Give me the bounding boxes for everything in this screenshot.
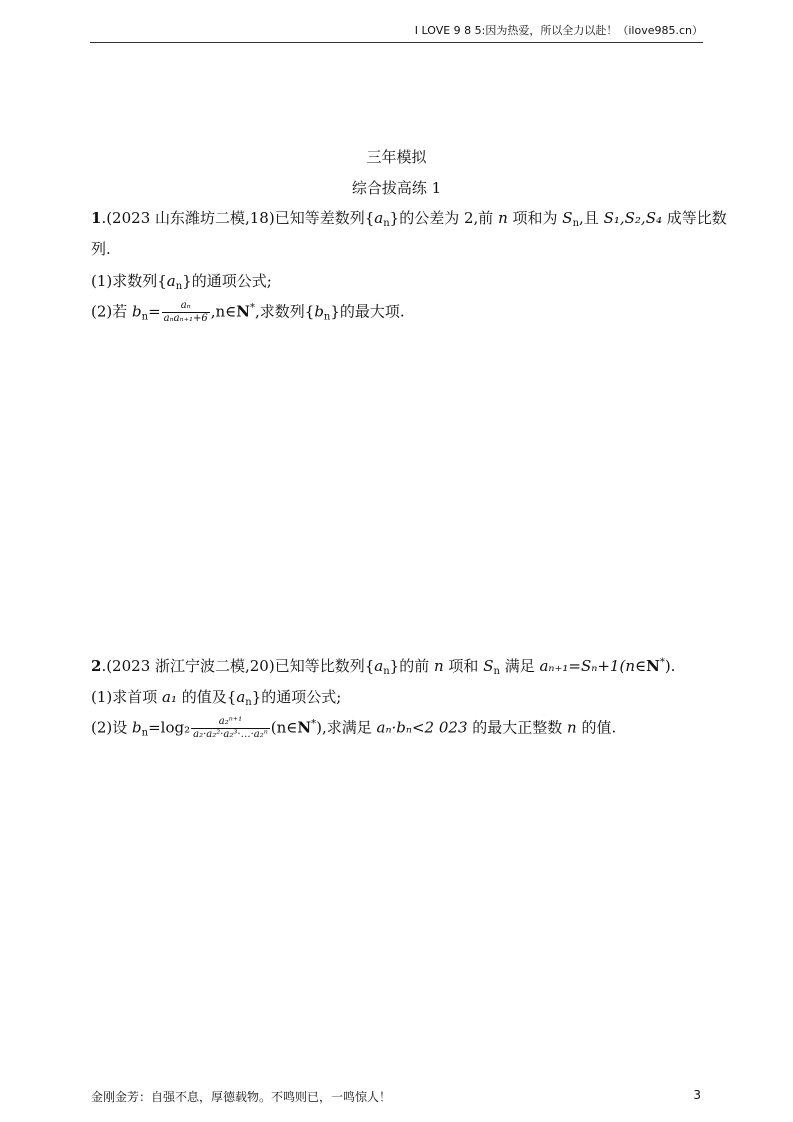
q2-text-a: .(2023 浙江宁波二模,20)已知等比数列{ — [101, 657, 375, 675]
q2-frac-num: a₂ⁿ⁺¹ — [191, 716, 270, 729]
q1-var-n: n — [498, 209, 508, 227]
section-title: 三年模拟 — [366, 148, 427, 166]
q1-part2-mid: ,n∈ — [210, 302, 237, 321]
q1-part1-a: a — [166, 272, 176, 290]
q2-inequality: aₙ·bₙ<2 023 — [376, 718, 468, 737]
q2-var-n: n — [433, 657, 444, 675]
q1-set-N: N — [236, 302, 250, 321]
q2-part2-end: 的最大正整数 — [467, 718, 568, 737]
q1-sub-n: n — [383, 218, 390, 229]
q1-part2-pre: (2)若 — [91, 302, 133, 321]
q1-line2: 列. — [91, 240, 111, 258]
q2-part2-pre: (2)设 — [91, 718, 133, 737]
q2-number: 2 — [91, 657, 102, 675]
q2-part2-log: =log₂ — [148, 718, 191, 737]
q2-text-c: 项和 — [443, 657, 484, 675]
q1-part2-end: }的最大项. — [330, 302, 405, 321]
q1-part1-sub: n — [175, 281, 183, 292]
q2-set-N: N — [646, 657, 660, 675]
q1-part2-post: ,求数列{ — [255, 302, 315, 321]
q2-part1-pre: (1)求首项 — [91, 688, 163, 706]
footer-motto: 金刚金芳：自强不息，厚德载物。不鸣则已，一鸣惊人！ — [91, 1090, 392, 1104]
q2-star: * — [659, 657, 665, 668]
q2-var-S: S — [483, 657, 494, 675]
q1-line1 — [91, 207, 727, 229]
page-header — [90, 22, 703, 43]
q2-part1-a: a — [236, 688, 246, 706]
q2-part2-sub: n — [141, 727, 149, 739]
q1-part2: (2)若 $b_n=$ $\frac{\text{aₙ}}{\text{aₙaₙ₊₁+6}}$ ,n∈N*,求数列$\{b_n\}$的最大项. — [91, 300, 405, 324]
q2-part2-tail: 的值. — [576, 718, 617, 737]
q1-sub-n2: n — [572, 218, 580, 229]
q2-text-b: }的前 — [389, 657, 434, 675]
q2-part1 — [91, 686, 341, 708]
page-number: 3 — [693, 1088, 701, 1102]
q1-text-c: 项和为 — [507, 209, 563, 227]
q2-text-d: 满足 — [499, 657, 540, 675]
q1-text-a: .(2023 山东潍坊二模,18)已知等差数列{ — [101, 209, 375, 227]
q1-part2-sub2: n — [323, 311, 331, 323]
q2-text-e: ). — [664, 657, 676, 675]
q2-part1-a1: a₁ — [162, 688, 177, 706]
q2-var-n2: n — [567, 718, 577, 737]
q2-frac-den: a₂·a₂²·a₂³·…·a₂ⁿ — [193, 729, 268, 740]
q1-var-a: a — [374, 209, 384, 227]
q2-set-N2: N — [297, 718, 312, 737]
q2-part1-sub: n — [245, 697, 252, 708]
q1-text-d: ,且 — [579, 209, 604, 227]
q2-sub-n2: n — [493, 666, 500, 677]
q2-part2-b: b — [132, 718, 142, 737]
q2-sub-n: n — [383, 666, 390, 677]
q1-star: * — [250, 302, 255, 314]
q2-part2-mid: (n∈ — [270, 718, 298, 737]
q2-star2: * — [311, 718, 317, 730]
q2-part1-mid: 的值及{ — [177, 688, 237, 706]
q2-part2-post: ),求满足 — [316, 718, 377, 737]
q1-part1-post: }的通项公式; — [182, 272, 272, 290]
header-text: I LOVE 9 8 5:因为热爱，所以全力以赴！（ilove985.cn） — [414, 24, 703, 37]
q2-fraction — [191, 716, 270, 741]
q2-equation: aₙ₊₁=Sₙ+1(n∈ — [539, 657, 647, 675]
q1-part2-sub: n — [141, 311, 149, 323]
q1-frac-num: aₙ — [162, 300, 210, 313]
q1-part2-b: b — [132, 302, 142, 321]
q1-text-b: }的公差为 2,前 — [389, 209, 499, 227]
q1-fraction — [162, 300, 210, 325]
q1-frac-den: aₙaₙ₊₁+6 — [163, 313, 208, 324]
q1-number: 1 — [91, 209, 102, 227]
q1-var-S: S — [562, 209, 573, 227]
section-subtitle: 综合拔高练 1 — [351, 179, 442, 197]
q1-part1 — [91, 270, 272, 292]
q1-part2-b2: b — [314, 302, 324, 321]
q1-s-list: S₁,S₂,S₄ — [603, 209, 662, 227]
q1-text-e: 成等比数 — [661, 209, 727, 227]
q2-part2 — [91, 716, 616, 741]
q1-part1-pre: (1)求数列{ — [91, 272, 167, 290]
q2-var-a: a — [374, 657, 384, 675]
q2-part1-post: }的通项公式; — [251, 688, 342, 706]
q2-line1 — [91, 655, 675, 677]
